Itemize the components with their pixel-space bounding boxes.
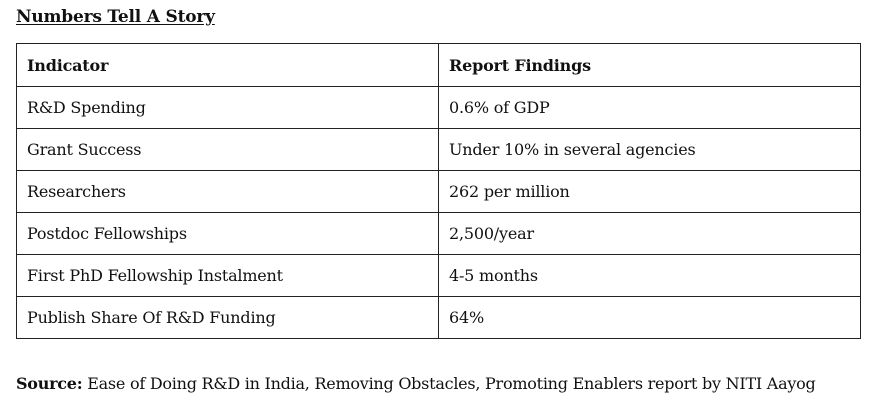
table-row: [17, 297, 861, 339]
table-row: [17, 213, 861, 255]
indicator-cell: Publish Share Of R&D Funding: [17, 297, 439, 339]
column-header-indicator: Indicator: [17, 44, 439, 87]
table-row: [17, 171, 861, 213]
finding-cell: 262 per million: [439, 171, 861, 213]
indicator-cell: Grant Success: [17, 129, 439, 171]
source-label: Source:: [16, 374, 83, 393]
finding-cell: Under 10% in several agencies: [439, 129, 861, 171]
source-note: [16, 374, 816, 393]
table-row: [17, 129, 861, 171]
finding-cell: 64%: [439, 297, 861, 339]
column-header-report-findings: Report Findings: [439, 44, 861, 87]
findings-table: [16, 43, 861, 339]
finding-cell: 4-5 months: [439, 255, 861, 297]
indicator-cell: Researchers: [17, 171, 439, 213]
page-title: Numbers Tell A Story: [16, 7, 215, 27]
table-row: [17, 255, 861, 297]
indicator-cell: Postdoc Fellowships: [17, 213, 439, 255]
table-header-row: [17, 44, 861, 87]
finding-cell: 0.6% of GDP: [439, 87, 861, 129]
finding-cell: 2,500/year: [439, 213, 861, 255]
source-text: Ease of Doing R&D in India, Removing Obstacles, Promoting Enablers report by NITI Aayog: [82, 374, 816, 393]
indicator-cell: First PhD Fellowship Instalment: [17, 255, 439, 297]
table-row: [17, 87, 861, 129]
indicator-cell: R&D Spending: [17, 87, 439, 129]
